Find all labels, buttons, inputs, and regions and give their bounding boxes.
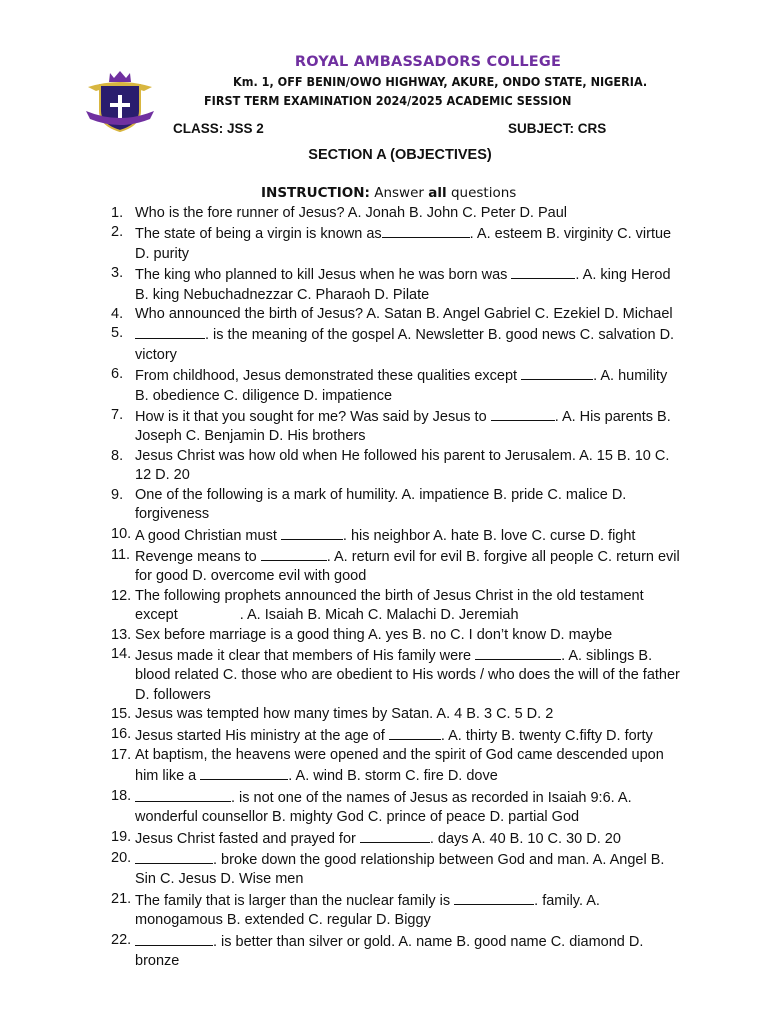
question-item: 3. The king who planned to kill Jesus when he was born was . A. king Herod B. king Nebuchadnezzar C. Pharaoh D. Pilate [111, 265, 671, 303]
instruction [261, 185, 516, 201]
question-number: 13. [111, 626, 132, 643]
question-number: 2. [111, 224, 124, 241]
question-number: 19. [111, 828, 132, 845]
answer-blank [135, 324, 205, 339]
question-item: 18. . is not one of the names of Jesus as recorded in Isaiah 9:6. A. wonderful counsellor B. mighty God C. prince of peace D. partial God [111, 787, 632, 826]
question-item: 7. How is it that you sought for me? Was said by Jesus to . A. His parents B. Joseph C. Benjamin D. His brothers [111, 407, 671, 445]
question-item: 15. Jesus was tempted how many times by Satan. A. 4 B. 3 C. 5 D. 2 [111, 705, 681, 724]
question-number: 8. [111, 447, 124, 464]
instruction-label: INSTRUCTION: [261, 185, 370, 201]
instruction-text: Answer [374, 185, 424, 201]
answer-blank [135, 787, 231, 802]
question-item: 2. The state of being a virgin is known as . A. esteem B. virginity C. virtue D. purity [111, 224, 672, 262]
question-item: 20. . broke down the good relationship between God and man. A. Angel B. Sin C. Jesus D. Wise men [111, 850, 665, 888]
answer-blank [261, 546, 327, 561]
answer-blank [511, 264, 575, 279]
question-item: 16. Jesus started His ministry at the age of . A. thirty B. twenty C.fifty D. forty [111, 725, 653, 744]
question-item: 5. . is the meaning of the gospel A. Newsletter B. good news C. salvation D. victory [111, 325, 675, 363]
question-number: 12. [111, 587, 132, 604]
question-item: 17. At baptism, the heavens were opened and the spirit of God came descended upon him like a . A. wind B. storm C. fire D. dove [111, 746, 664, 785]
question-item: 10. A good Christian must . his neighbor A. hate B. love C. curse D. fight [111, 525, 636, 544]
question-number: 6. [111, 366, 124, 383]
question-number: 17. [111, 746, 132, 763]
question-number: 16. [111, 725, 132, 742]
question-item: 21. The family that is larger than the nuclear family is . family. A. monogamous B. extended C. regular D. Biggy [111, 890, 600, 929]
subject-label: SUBJECT: CRS [508, 121, 607, 136]
exam-title: FIRST TERM EXAMINATION 2024/2025 ACADEMIC SESSION [204, 93, 572, 108]
question-number: 14. [111, 645, 132, 662]
question-number: 18. [111, 787, 132, 804]
question-item: 4. Who announced the birth of Jesus? A. Satan B. Angel Gabriel C. Ezekiel D. Michael [111, 305, 681, 324]
college-logo [84, 67, 156, 133]
question-number: 15. [111, 706, 132, 723]
answer-blank [281, 525, 343, 540]
cross-icon [118, 95, 122, 121]
answer-blank [360, 828, 430, 843]
instruction-text-end: questions [450, 185, 517, 201]
question-item: 8. Jesus Christ was how old when He followed his parent to Jerusalem. A. 15 B. 10 C. 12 D. 20 [111, 447, 670, 484]
question-item: 13. Sex before marriage is a good thing A. yes B. no C. I don’t know D. maybe [111, 626, 681, 645]
answer-blank [389, 725, 441, 740]
instruction-emphasis: all [428, 185, 447, 201]
question-number: 7. [111, 407, 124, 424]
answer-blank [521, 365, 593, 380]
question-item: 22. . is better than silver or gold. A. name B. good name C. diamond D. bronze [111, 931, 644, 970]
question-number: 9. [111, 486, 124, 503]
answer-blank [135, 931, 213, 946]
question-number: 22. [111, 931, 132, 948]
answer-blank [382, 223, 470, 238]
answer-blank [200, 765, 288, 780]
question-item: 1. Who is the fore runner of Jesus? A. Jonah B. John C. Peter D. Paul [111, 204, 681, 223]
question-item: 6. From childhood, Jesus demonstrated these qualities except . A. humility B. obedience C. diligence D. impatience [111, 366, 668, 404]
question-number: 1. [111, 205, 124, 221]
school-address: Km. 1, OFF BENIN/OWO HIGHWAY, AKURE, ONDO STATE, NIGERIA. [233, 74, 648, 89]
answer-blank [475, 645, 561, 660]
question-item: 14. Jesus made it clear that members of His family were . A. siblings B. blood related C. those who are obedient to His words / who does the will of the father D. followers [111, 645, 680, 703]
question-number: 21. [111, 890, 132, 907]
school-name: ROYAL AMBASSADORS COLLEGE [294, 54, 562, 70]
question-list [111, 204, 681, 971]
question-number: 11. [111, 546, 131, 563]
answer-blank [491, 406, 555, 421]
question-number: 4. [111, 306, 124, 323]
question-number: 5. [111, 325, 124, 342]
section-title: SECTION A (OBJECTIVES) [308, 147, 492, 163]
question-item: 19. Jesus Christ fasted and prayed for . days A. 40 B. 10 C. 30 D. 20 [111, 828, 621, 847]
question-number: 3. [111, 265, 124, 282]
answer-blank [454, 890, 534, 905]
question-number: 10. [111, 525, 132, 542]
class-label: CLASS: JSS 2 [173, 121, 264, 136]
question-item: 9. One of the following is a mark of humility. A. impatience B. pride C. malice D. forgiveness [111, 486, 627, 523]
question-item: 12. The following prophets announced the birth of Jesus Christ in the old testament except . A. Isaiah B. Micah C. Malachi D. Jeremiah [111, 587, 644, 624]
crown-icon [109, 71, 131, 82]
question-item: 11. Revenge means to . A. return evil for evil B. forgive all people C. return evil for good D. overcome evil with good [111, 546, 680, 585]
question-number: 20. [111, 850, 132, 866]
answer-blank [135, 849, 213, 864]
